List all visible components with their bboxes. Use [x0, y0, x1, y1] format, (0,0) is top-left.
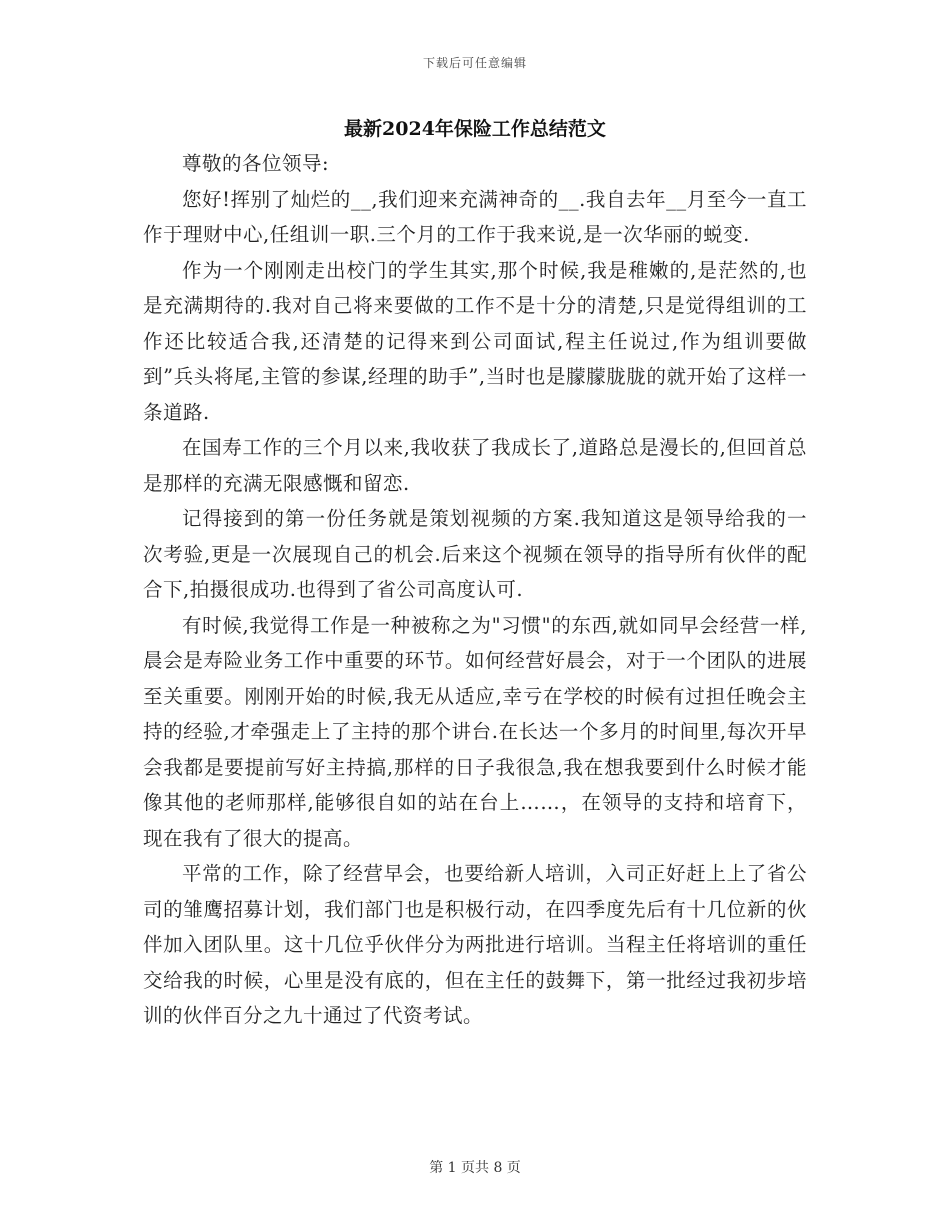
document-body: [143, 146, 807, 1034]
paragraph: 记得接到的第一份任务就是策划视频的方案.我知道这是领导给我的一次考验,更是一次展现自己的机会.后来这个视频在领导的指导所有伙伴的配合下,拍摄很成功.也得到了省公司高度认可.: [143, 507, 807, 601]
document-title: 最新2024年保险工作总结范文: [344, 118, 606, 140]
page-number-footer: 第 1 页共 8 页: [429, 1160, 521, 1176]
paragraph: 平常的工作，除了经营早会，也要给新人培训，入司正好赶上上了省公司的雏鹰招募计划，我们部门也是积极行动，在四季度先后有十几位新的伙伴加入团队里。这十几位乎伙伴分为两批进行培训。当程主任将培训的重任交给我的时候，心里是没有底的，但在主任的鼓舞下，第一批经过我初步培训的伙伴百分之九十通过了代资考试。: [143, 862, 807, 1027]
paragraph-salutation: 尊敬的各位领导:: [182, 152, 330, 175]
paragraph: 有时候,我觉得工作是一种被称之为"习惯"的东西,就如同早会经营一样,晨会是寿险业务工作中重要的环节。如何经营好晨会，对于一个团队的进展至关重要。刚刚开始的时候,我无从适应,幸亏在学校的时候有过担任晚会主持的经验,才牵强走上了主持的那个讲台.在长达一个多月的时间里,每次开早会我都是要提前写好主持搞,那样的日子我很急,我在想我要到什么时候才能像其他的老师那样,能够很自如的站在台上……，在领导的支持和培育下，现在我有了很大的提高。: [143, 613, 807, 850]
paragraph: 您好!挥别了灿烂的__,我们迎来充满神奇的__.我自去年__月至今一直工作于理财中心,任组训一职.三个月的工作于我来说,是一次华丽的蜕变.: [143, 187, 807, 246]
paragraph: 作为一个刚刚走出校门的学生其实,那个时候,我是稚嫩的,是茫然的,也是充满期待的.我对自己将来要做的工作不是十分的清楚,只是觉得组训的工作还比较适合我,还清楚的记得来到公司面试,程主任说过,作为组训要做到”兵头将尾,主管的参谋,经理的助手”,当时也是朦朦胧胧的就开始了这样一条道路.: [143, 258, 807, 424]
page-header: 下载后可任意编辑: [422, 56, 527, 70]
paragraph: 在国寿工作的三个月以来,我收获了我成长了,道路总是漫长的,但回首总是那样的充满无限感慨和留恋.: [143, 436, 807, 495]
